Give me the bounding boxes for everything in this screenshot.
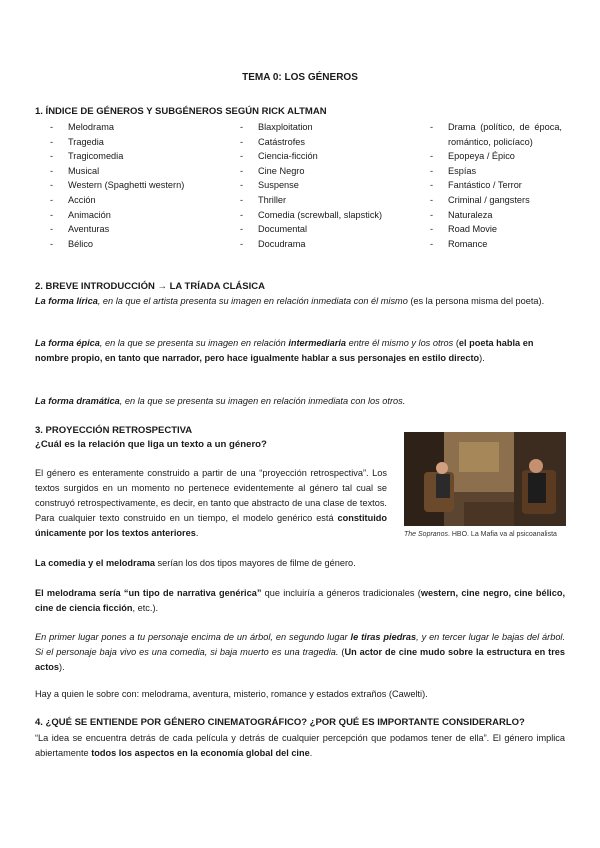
- page-title: TEMA 0: LOS GÉNEROS: [242, 72, 358, 83]
- retrospective-bold: constituido únicamente por los textos anteriores: [35, 513, 387, 538]
- genre-item: - Bélico: [50, 237, 198, 252]
- melodrama-bold: El melodrama sería “un tipo de narrativa genérica”: [35, 588, 262, 598]
- genre-item: - Espías: [430, 164, 562, 179]
- genre-definition-paragraph: [35, 731, 565, 761]
- sopranos-still-image: [404, 432, 566, 526]
- section-3-heading: 3. PROYECCIÓN RETROSPECTIVA: [35, 425, 193, 436]
- genre-item: - Aventuras: [50, 222, 198, 237]
- caption-text: . HBO. La Mafia va al psicoanalista: [447, 531, 557, 538]
- section-2-heading: 2. BREVE INTRODUCCIÓN → LA TRÍADA CLÁSICA: [35, 281, 265, 292]
- genre-item: - Tragedia: [50, 135, 198, 150]
- cawelti-paragraph: Hay a quien le sobre con: melodrama, aventura, misterio, romance y estados extraños (Cawelti).: [35, 689, 428, 699]
- genre-item: - Romance: [430, 237, 562, 252]
- retrospective-paragraph: [35, 466, 387, 541]
- three-act-paren: (: [338, 646, 345, 657]
- genre-definition-text: “La idea se encuentra detrás de cada película y detrás de cualquier percepción que podamos tener de ella”. El género implica abiertamente: [35, 733, 565, 758]
- genre-item: - Road Movie: [430, 222, 562, 237]
- dramatic-form-term: La forma dramática: [35, 396, 120, 406]
- genre-item: - Acción: [50, 193, 198, 208]
- three-act-text-2: , y en tercer lugar le bajas del árbol. Si el personaje baja vivo es una comedia, si baja muerto es una tragedia.: [35, 632, 566, 657]
- melodrama-end: , etc.).: [132, 602, 159, 613]
- caption-show-title: The Sopranos: [404, 531, 448, 538]
- melodrama-text: que incluiría a géneros tradicionales (: [261, 588, 421, 598]
- genre-item: - Melodrama: [50, 120, 198, 135]
- epic-form-text-2: entre él mismo y los otros: [346, 338, 454, 348]
- lyric-form-text: , en la que el artista presenta su imagen en relación inmediata con él mismo: [97, 296, 408, 306]
- comedy-melodrama-paragraph: [35, 556, 565, 571]
- lyric-form-rest: (es la persona misma del poeta).: [407, 296, 545, 306]
- epic-form-text: , en la que se presenta su imagen en relación: [99, 338, 289, 348]
- genre-definition-bold: todos los aspectos en la economía global del cine: [91, 747, 310, 758]
- genre-item: - Thriller: [240, 193, 388, 208]
- dramatic-form-paragraph: [35, 394, 565, 409]
- comedy-melodrama-bold: La comedia y el melodrama: [35, 558, 155, 568]
- lyric-form-term: La forma lírica: [35, 296, 98, 306]
- genre-item: - Naturaleza: [430, 208, 562, 223]
- three-act-bold: le tiras piedras: [350, 632, 417, 642]
- genre-item: - Catástrofes: [240, 135, 388, 150]
- lyric-form-paragraph: [35, 294, 565, 309]
- section-4-heading: 4. ¿QUÉ SE ENTIENDE POR GÉNERO CINEMATOGRÁFICO? ¿POR QUÉ ES IMPORTANTE CONSIDERARLO?: [35, 717, 525, 728]
- retrospective-text: El género es enteramente construido a partir de una “proyección retrospectiva”. Los textos surgidos en un momento no pertenece evidentemente al género tal cual se construyó retrospectivamente, es decir, en tanto que abstracto de una clase de textos. Para cualquier texto construido en un tiempo, el modelo genérico está: [35, 468, 387, 523]
- genre-item: - Western (Spaghetti western): [50, 178, 198, 193]
- section-3-question: ¿Cuál es la relación que liga un texto a un género?: [35, 439, 267, 450]
- three-act-paragraph: [35, 630, 565, 674]
- epic-form-term: La forma épica: [35, 338, 100, 348]
- genre-column-2: [240, 120, 388, 251]
- genre-item: - Ciencia-ficción: [240, 149, 388, 164]
- melodrama-paragraph: [35, 586, 565, 616]
- three-act-text: En primer lugar pones a tu personaje encima de un árbol, en segundo lugar: [35, 632, 351, 642]
- comedy-melodrama-text: serían los dos tipos mayores de filme de género.: [155, 558, 356, 568]
- genre-item: - Comedia (screwball, slapstick): [240, 208, 388, 223]
- genre-item: - Suspense: [240, 178, 388, 193]
- genre-item: - Criminal / gangsters: [430, 193, 562, 208]
- genre-item: - Fantástico / Terror: [430, 178, 562, 193]
- genre-column-1: [50, 120, 198, 251]
- epic-form-paren: (: [453, 338, 459, 348]
- three-act-end: ).: [59, 661, 65, 672]
- genre-item: - Musical: [50, 164, 198, 179]
- genre-item: - Epopeya / Épico: [430, 149, 562, 164]
- genre-item: - Cine Negro: [240, 164, 388, 179]
- still-image-drawing: [404, 432, 566, 526]
- three-act-source: Un actor de cine mudo sobre la estructura en tres actos: [35, 646, 565, 672]
- epic-form-explanation: el poeta habla en nombre propio, en tanto que narrador, pero hace igualmente hablar a sus personajes en estilo directo: [35, 338, 534, 363]
- genre-item: - Tragicomedia: [50, 149, 198, 164]
- epic-form-paragraph: [35, 336, 565, 366]
- genre-item: - Animación: [50, 208, 198, 223]
- melodrama-genres: western, cine negro, cine bélico, cine de ciencia ficción: [35, 588, 565, 613]
- image-caption: [404, 530, 574, 540]
- dramatic-form-text: , en la que se presenta su imagen en relación inmediata con los otros.: [119, 396, 406, 406]
- genre-item: - Blaxploitation: [240, 120, 388, 135]
- genre-item: - Docudrama: [240, 237, 388, 252]
- genre-item: - Drama (político, de época, romántico, policíaco): [430, 120, 562, 149]
- epic-form-keyword: intermediaria: [288, 338, 347, 348]
- section-1-heading: 1. ÍNDICE DE GÉNEROS Y SUBGÉNEROS SEGÚN RICK ALTMAN: [35, 106, 327, 117]
- retrospective-end: .: [195, 528, 199, 538]
- epic-form-end: ).: [479, 352, 485, 363]
- genre-column-3: [430, 120, 562, 251]
- genre-definition-end: .: [309, 747, 313, 758]
- genre-item: - Documental: [240, 222, 388, 237]
